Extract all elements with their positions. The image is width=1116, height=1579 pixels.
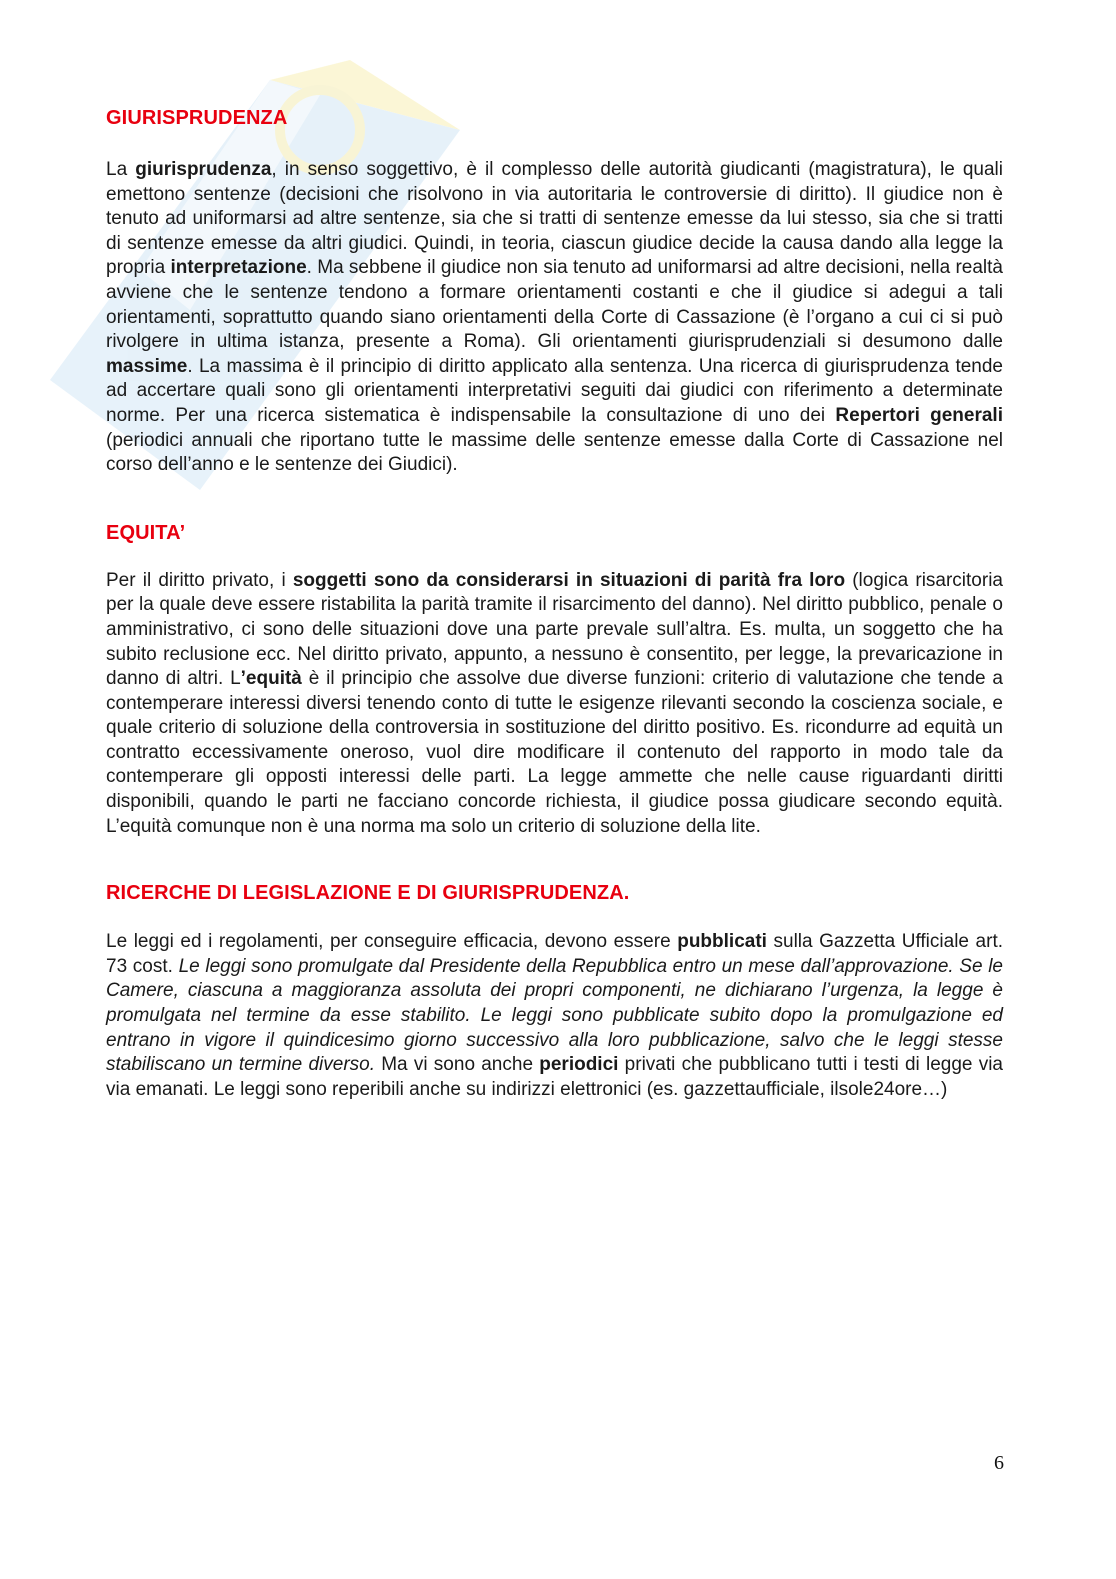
text-run: , in senso soggettivo, è il complesso delle autorità giudicanti (magistratura), le quali emettono sentenze (decisioni che risolvono in via autoritaria le controversie di diritto). Il giudice non è tenuto ad uniformarsi ad altre sentenze, sia che si tratti di sentenze emesse da lui stesso, sia che si tratti di sentenze emesse da altri giudici. Quindi, in teoria, ciascun giudice decide la causa dando alla legge la propria (106, 159, 1003, 279)
text-run: Per il diritto privato, i (106, 569, 293, 591)
bold-term: pubblicati (677, 931, 767, 953)
bold-term: soggetti sono da considerarsi in situazioni di parità fra loro (292, 569, 846, 591)
bold-term: periodici (539, 1054, 619, 1076)
text-run: privati che pubblicano tutti i testi di legge via via emanati. Le leggi sono reperibili anche su indirizzi elettronici (es. gazzettaufficiale, ilsole24ore…) (106, 1054, 1003, 1100)
bold-term: Repertori generali (835, 404, 1003, 426)
section-heading-ricerche: RICERCHE DI LEGISLAZIONE E DI GIURISPRUDENZA. (106, 882, 630, 905)
text-run: (periodici annuali che riportano tutte le massime delle sentenze emesse dalla Corte di Cassazione nel corso dell’anno e le sentenze dei Giudici). (106, 429, 1003, 476)
page-number: 6 (994, 1452, 1004, 1474)
text-run: sulla Gazzetta Ufficiale art. 73 cost. (106, 931, 1003, 977)
italic-quote: Le leggi sono promulgate dal Presidente della Repubblica entro un mese dall’approvazione. Se le Camere, ciascuna a maggioranza assoluta dei propri componenti, ne dichiarano l’urgenza, la legge è promulgata nel termine da esse stabilito. Le leggi sono pubblicate subito dopo la promulgazione ed entrano in vigore il quindicesimo giorno successivo alla loro pubblicazione, salvo che le leggi stesse stabiliscano un termine diverso. (106, 955, 1003, 1076)
text-run: . Ma sebbene il giudice non sia tenuto ad uniformarsi ad altre decisioni, nella realtà avviene che le sentenze tendono a formare orientamenti costanti e che il giudice si adegui a tali orientamenti, soprattutto quando siano orientamenti della Corte di Cassazione (è l’organo a cui ci si può rivolgere in ultima istanza, presente a Roma). Gli orientamenti giurisprudenziali si desumono dalle (106, 257, 1004, 353)
section-heading-equita: EQUITA’ (106, 521, 186, 544)
bold-term: interpretazione (170, 257, 307, 279)
text-run: è il principio che assolve due diverse funzioni: criterio di valutazione che tende a contemperare interessi diversi tenendo conto di tutte le esigenze rilevanti secondo la coscienza sociale, e quale criterio di soluzione della controversia in sostituzione del diritto positivo. Es. ricondurre ad equità un contratto eccessivamente oneroso, vuol dire modificare il contenuto del rapporto in modo tale da contemperare gli opposti interessi delle parti. La legge ammette che nelle cause riguardanti diritti disponibili, quando le parti ne facciano concorde richiesta, il giudice possa giudicare secondo equità. L’equità comunque non è una norma ma solo un criterio di soluzione della lite. (106, 668, 1003, 837)
text-run: (logica risarcitoria per la quale deve essere ristabilita la parità tramite il risarcimento del danno). Nel diritto pubblico, penale o amministrativo, ci sono delle situazioni dove una parte prevale sull’altra. Es. multa, un soggetto che ha subito reclusione ecc. Nel diritto privato, appunto, a nessuno è consentito, per legge, la prevaricazione in danno di altri. L (106, 569, 1003, 690)
section-body-ricerche (106, 930, 1003, 1102)
section-heading-giurisprudenza: GIURISPRUDENZA (106, 107, 288, 129)
text-run: Le leggi ed i regolamenti, per conseguire efficacia, devono essere (106, 931, 678, 953)
section-body-equita (106, 569, 1003, 840)
document-page (106, 104, 1003, 1102)
text-run: . La massima è il principio di diritto applicato alla sentenza. Una ricerca di giurisprudenza tende ad accertare quali sono gli orientamenti interpretativi seguiti dai giudici con riferimento a determinate norme. Per una ricerca sistematica è indispensabile la consultazione di uno dei (106, 355, 1003, 426)
section-body-giurisprudenza (106, 158, 1003, 478)
text-run: Ma vi sono anche (375, 1054, 540, 1076)
bold-term: ’equità (240, 668, 302, 690)
text-run: La (106, 159, 136, 180)
bold-term: giurisprudenza (135, 159, 272, 180)
bold-term: massime (106, 355, 188, 377)
